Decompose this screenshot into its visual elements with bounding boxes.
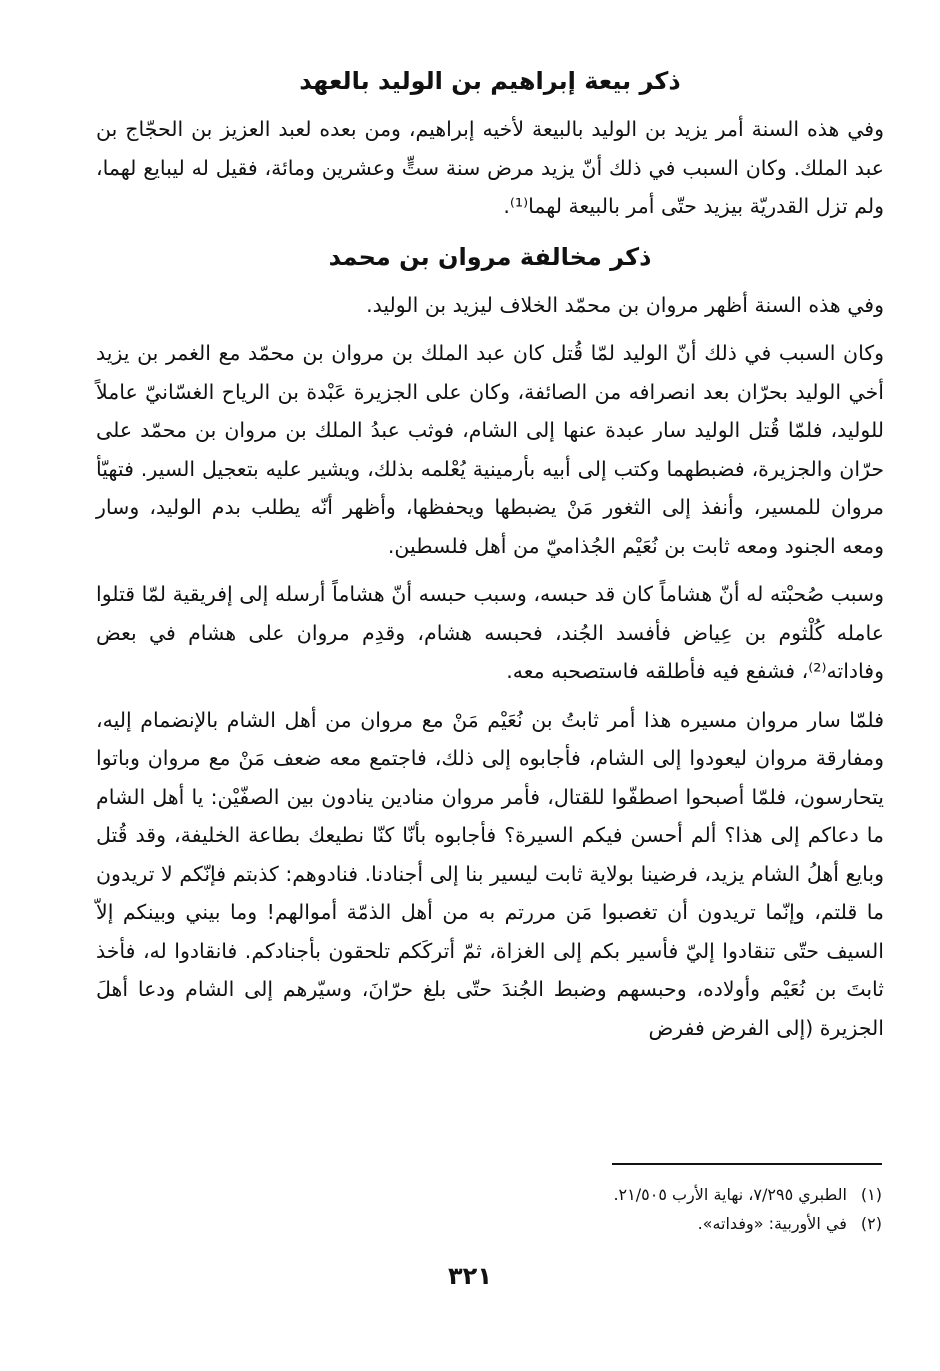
section-heading-ibrahim: ذكر بيعة إبراهيم بن الوليد بالعهد bbox=[299, 67, 681, 95]
paragraph-marwan-4: فلمّا سار مروان مسيره هذا أمر ثابتُ بن نُعَيْم مَنْ مع مروان من أهل الشام بالإنضمام إليه، ومفارقة مروان ليعودوا إلى الشام، فأجابوه إلى ذلك، فاجتمع معه ضعف مَنْ مع مروان وباتوا يتحارسون، فلمّا أصبحوا اصطفّوا للقتال، فأمر مروان منادين ينادون بين الصفّيْن: يا أهل الشام ما دعاكم إلى هذا؟ ألم أحسن فيكم السيرة؟ فأجابوه بأنّا كنّا نطيعك بطاعة الخليفة، وقد قُتل وبايع أهلُ الشام يزيد، فرضينا بولاية ثابت ليسير بنا إلى أجنادنا. فنادوهم: كذبتم فإنّكم لا تريدون ما قلتم، وإنّما تريدون أن تغصبوا مَن مررتم به من أهل الذمّة أموالهم! وما بيني وبينكم إلاّ السيف حتّى تنقادوا إليّ فأسير بكم إلى الغزاة، ثمّ أتركَكم تلحقون بأجنادكم. فانقادوا له، فأخذ ثابتَ بن نُعَيْم وأولاده، وحبسهم وضبط الجُندَ حتّى بلغ حرّانَ، وسيّرهم إلى الشام ودعا أهلَ الجزيرة (إلى الفرض ففرض bbox=[96, 707, 884, 1040]
paragraph-marwan-3: وسبب صُحبْته له أنّ هشاماً كان قد حبسه، وسبب حبسه أنّ هشاماً أرسله إلى إفريقية لمّا قتلوا عامله كُلْثوم بن عِياض فأفسد الجُند، فحبسه هشام، وقدِم مروان على هشام في بعض وفاداته⁽²⁾، فشفع فيه فأطلقه فاستصحبه معه. bbox=[96, 582, 884, 683]
page-number: ٣٢١ bbox=[448, 1262, 492, 1290]
paragraph-marwan-2: وكان السبب في ذلك أنّ الوليد لمّا قُتل كان عبد الملك بن مروان بن محمّد مع الغمر بن يزيد أخي الوليد بحرّان بعد انصرافه من الصائفة، وكان على الجزيرة عَبْدة بن الرياح الغسّانيّ عاملاً للوليد، فلمّا قُتل الوليد سار عبدة عنها إلى الشام، فوثب عبدُ الملك بن مروان بن محمّد على حرّان والجزيرة، فضبطهما وكتب إلى أبيه بأرمينية يُعْلمه بذلك، ويشير عليه بتعجيل السير. فتهيّأ مروان للمسير، وأنفذ إلى الثغور مَنْ يضبطها ويحفظها، وأظهر أنّه يطلب بدم الوليد، وسار ومعه الجنود ومعه ثابت بن نُعَيْم الجُذاميّ من أهل فلسطين. bbox=[96, 341, 884, 558]
footnote-text: الطبري ٧/٢٩٥، نهاية الأرب ٢١/٥٠٥. bbox=[613, 1185, 847, 1204]
section-heading-marwan: ذكر مخالفة مروان بن محمد bbox=[328, 242, 652, 271]
footnote-divider bbox=[612, 1163, 882, 1165]
footnotes bbox=[92, 1180, 882, 1238]
footnote-number: (٢) bbox=[860, 1214, 882, 1233]
footnote-1 bbox=[92, 1180, 882, 1209]
paragraph-marwan-1: وفي هذه السنة أظهر مروان بن محمّد الخلاف ليزيد بن الوليد. bbox=[366, 292, 884, 317]
paragraph-ibrahim-1: وفي هذه السنة أمر يزيد بن الوليد بالبيعة لأخيه إبراهيم، ومن بعده لعبد العزيز بن الحجّاج بن عبد الملك. وكان السبب في ذلك أنّ يزيد مرض سنة ستٍّ وعشرين ومائة، فقيل له ليبايع لهما، ولم تزل القدريّة بيزيد حتّى أمر بالبيعة لهما⁽¹⁾. bbox=[96, 117, 884, 218]
footnote-text: في الأوربية: «وفداته». bbox=[697, 1214, 847, 1233]
footnote-2 bbox=[92, 1209, 882, 1238]
footnote-number: (١) bbox=[860, 1185, 882, 1204]
